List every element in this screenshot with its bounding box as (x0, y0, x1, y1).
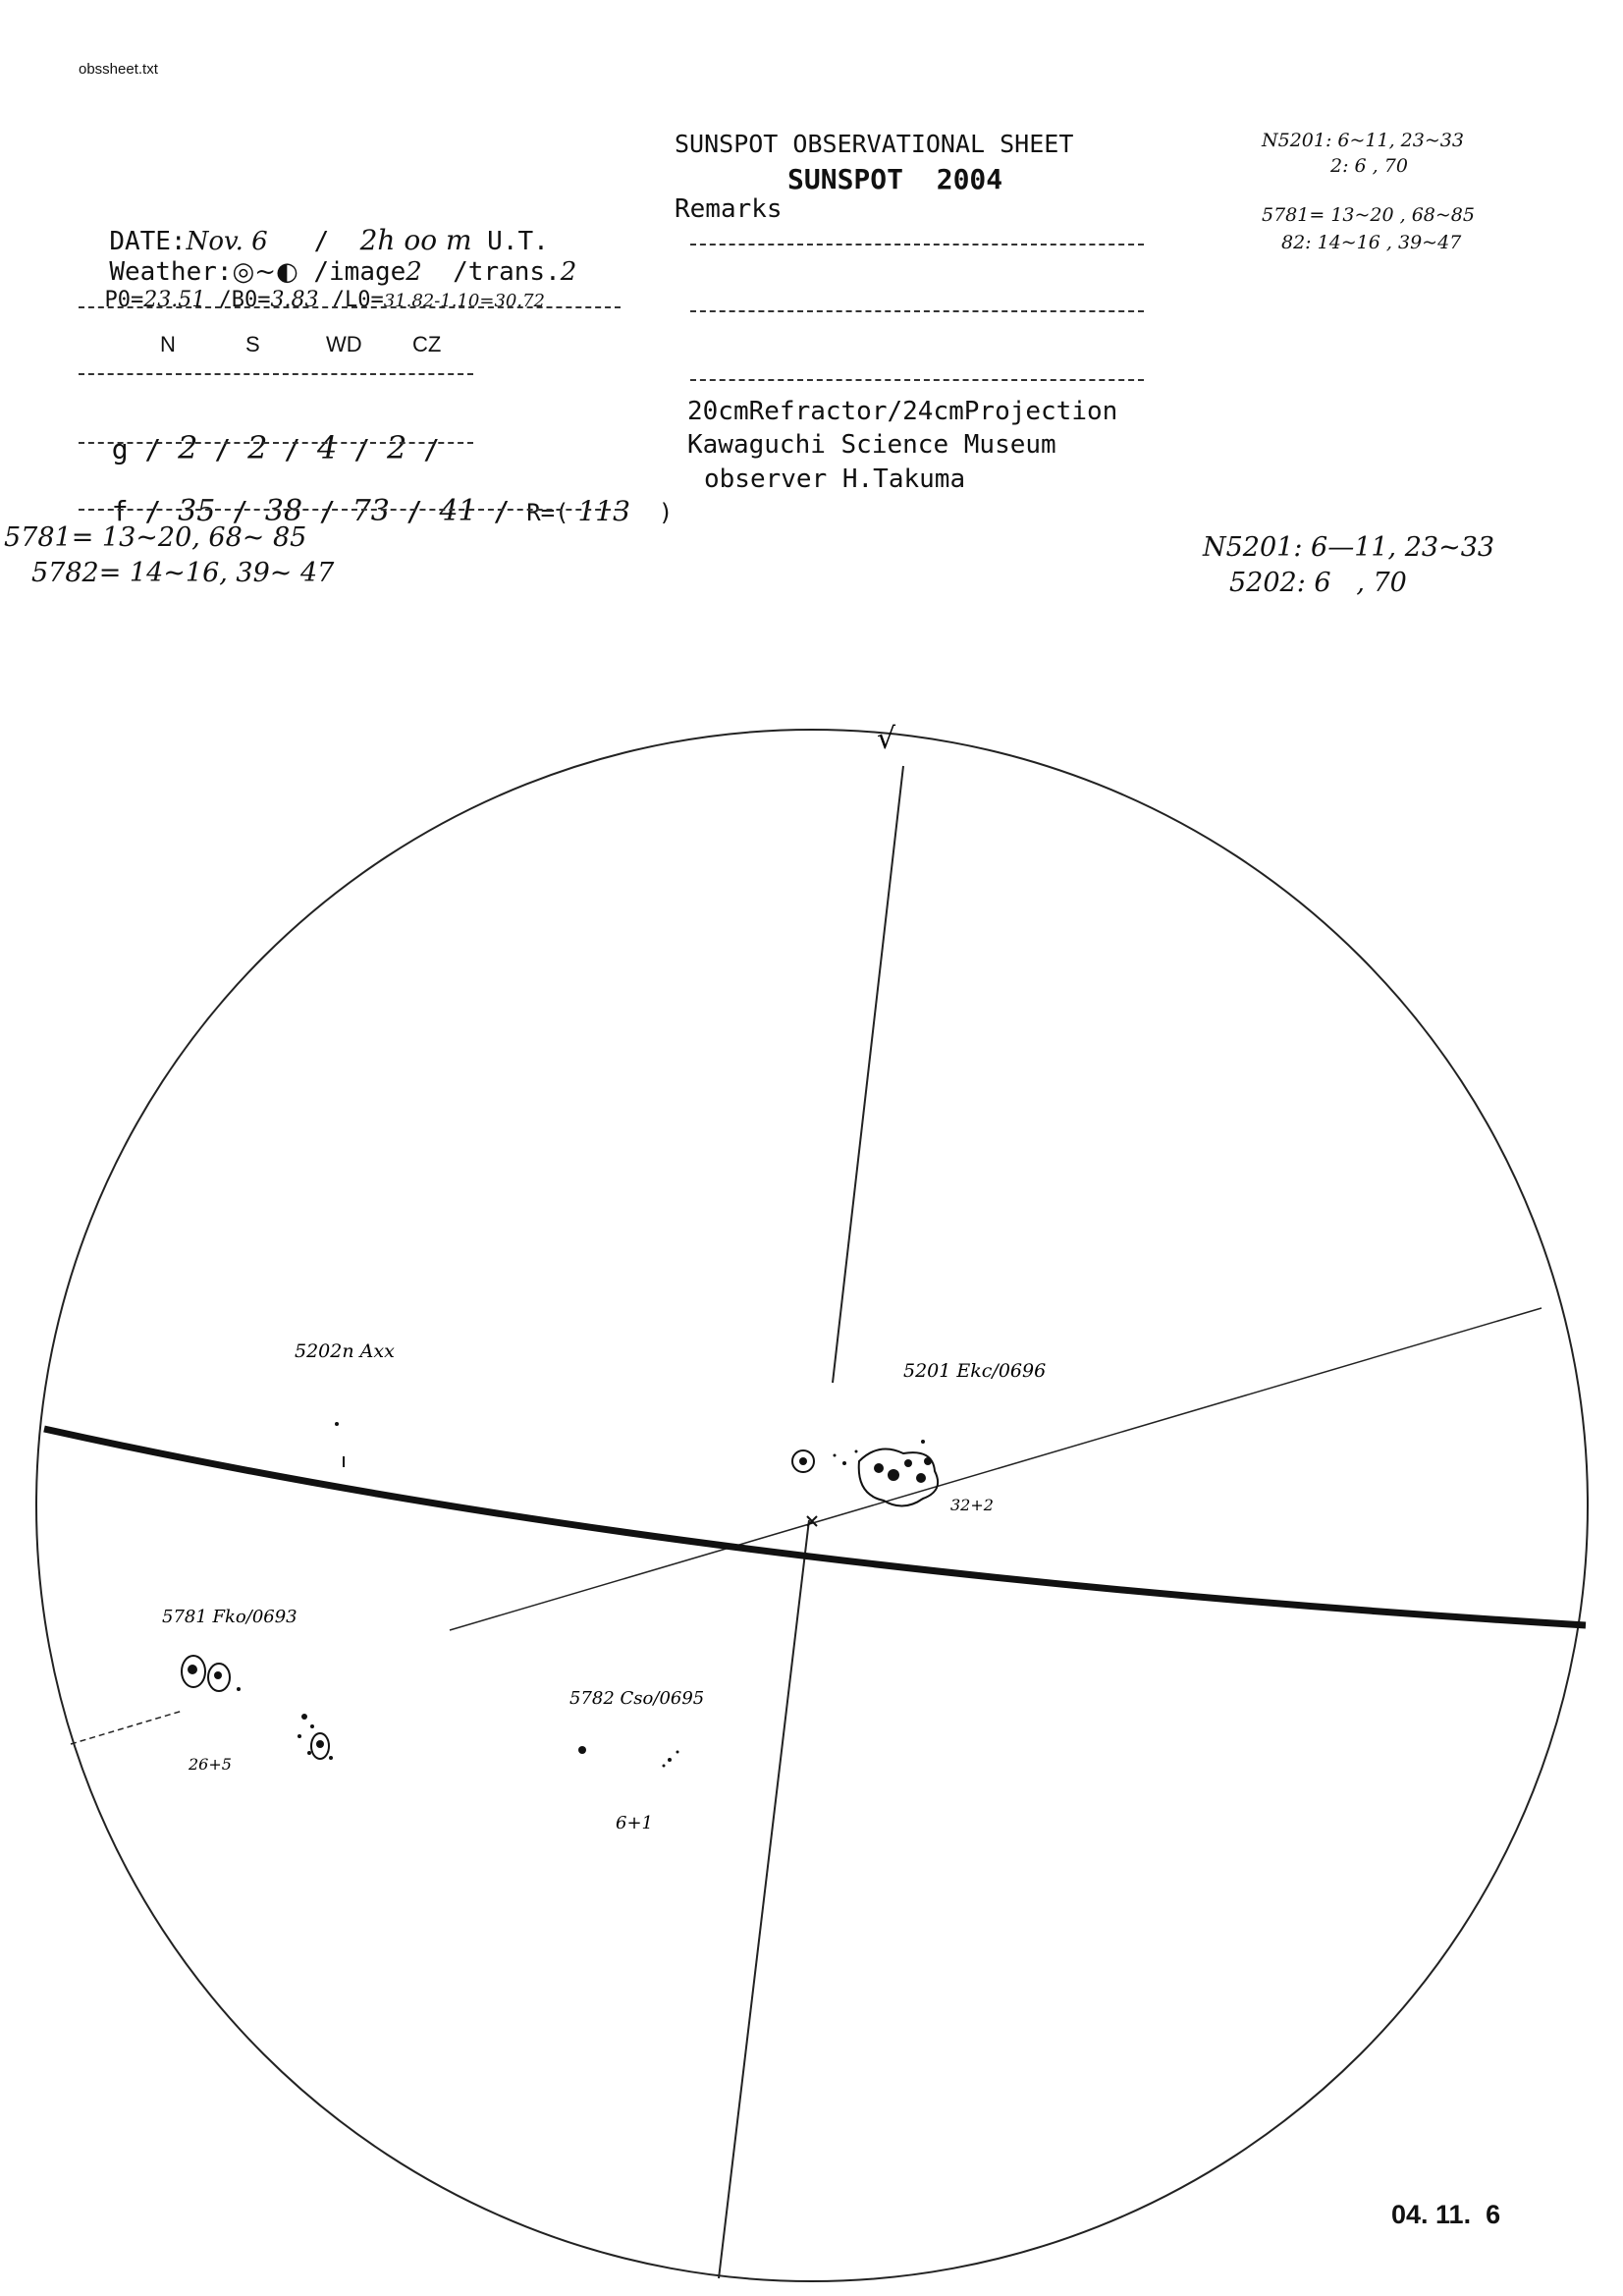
col-header-cz: CZ (412, 332, 442, 356)
f-row: f / 35 / 38 / 73 / 41 / R=( 113 ) (111, 494, 674, 528)
spot-group-5781 (182, 1656, 333, 1760)
p0-value: 23.51 (143, 288, 206, 312)
note-top-right-2: 2: 6 , 70 (1330, 155, 1408, 177)
footer-date: 04. 11. 6 (1391, 2200, 1501, 2229)
time-value: 2h oo m (359, 224, 472, 256)
disc-north-mark: √ (877, 722, 896, 756)
date-label: DATE: (109, 227, 187, 256)
spot-group-5202 (335, 1422, 344, 1467)
g-value-wd: 4 (317, 429, 338, 466)
trans-value: 2 (560, 257, 577, 287)
sheet-subtitle: SUNSPOT 2004 (787, 163, 1003, 195)
count-5781: 26+5 (189, 1755, 232, 1774)
note-top-right-3: 5781= 13~20 , 68~85 (1262, 204, 1475, 226)
institution: Kawaguchi Science Museum (687, 430, 1056, 460)
col-header-n: N (160, 332, 176, 356)
r-label: R=( (526, 499, 569, 526)
note-right-1: N5201: 6—11, 23~33 (1203, 532, 1495, 563)
trans-label: /trans. (453, 257, 561, 287)
f-value-cz: 41 (439, 494, 477, 528)
f-value-wd: 73 (352, 494, 390, 528)
image-value: 2 (406, 257, 422, 287)
weather-label: Weather: (109, 257, 233, 287)
label-5202: 5202n Axx (295, 1340, 395, 1362)
image-label: /image (313, 257, 406, 287)
g-row: g / 2 / 2 / 4 / 2 / (111, 429, 441, 466)
file-label: obssheet.txt (79, 61, 158, 78)
spot-group-5201 (792, 1440, 938, 1506)
note-top-right-4: 82: 14~16 , 39~47 (1281, 232, 1462, 253)
reference-line (450, 1308, 1542, 1630)
p0-label: P0= (104, 288, 144, 312)
spot-group-5782 (578, 1746, 679, 1768)
b0-label: /B0= (218, 288, 271, 312)
remarks-label: Remarks (675, 194, 783, 224)
time-unit: U.T. (487, 227, 549, 256)
note-right-2: 5202: 6 , 70 (1229, 568, 1407, 598)
solar-equator-curve (44, 1429, 1586, 1625)
weather-value: ◎~◐ (232, 257, 298, 287)
observer: observer H.Takuma (704, 465, 966, 494)
l0-label: /L0= (331, 288, 384, 312)
col-header-s: S (245, 332, 260, 356)
count-5782: 6+1 (616, 1813, 653, 1833)
r-value: 113 (577, 495, 630, 527)
b0-value: 3.83 (270, 288, 319, 312)
note-left-1: 5781= 13~20, 68~ 85 (4, 522, 307, 553)
l0-value: 31.82-1.10=30.72 (383, 291, 545, 311)
f-label: f (111, 495, 129, 527)
f-value-n: 35 (178, 494, 216, 528)
note-left-2: 5782= 14~16, 39~ 47 (31, 558, 335, 588)
label-5782: 5782 Cso/0695 (569, 1688, 705, 1709)
r-close: ) (658, 499, 674, 526)
label-5201: 5201 Ekc/0696 (903, 1360, 1047, 1382)
g-value-n: 2 (178, 429, 198, 466)
label-5781: 5781 Fko/0693 (162, 1607, 298, 1627)
note-top-right-1: N5201: 6~11, 23~33 (1262, 130, 1464, 151)
axis-line-upper (833, 766, 903, 1383)
g-value-cz: 2 (386, 429, 407, 466)
reference-line-dashed (71, 1711, 183, 1744)
axis-line-lower (719, 1520, 809, 2278)
instrument: 20cmRefractor/24cmProjection (687, 397, 1118, 426)
f-value-s: 38 (264, 494, 303, 528)
count-5201: 32+2 (950, 1496, 994, 1514)
solar-disc-outline (36, 730, 1588, 2281)
col-header-wd: WD (326, 332, 362, 356)
sheet-title: SUNSPOT OBSERVATIONAL SHEET (675, 130, 1074, 158)
g-label: g (111, 433, 129, 465)
g-value-s: 2 (247, 429, 268, 466)
date-value: Nov. 6 (186, 227, 268, 256)
date-row: DATE:Nov. 6 / 2h oo m U.T. (109, 224, 549, 256)
